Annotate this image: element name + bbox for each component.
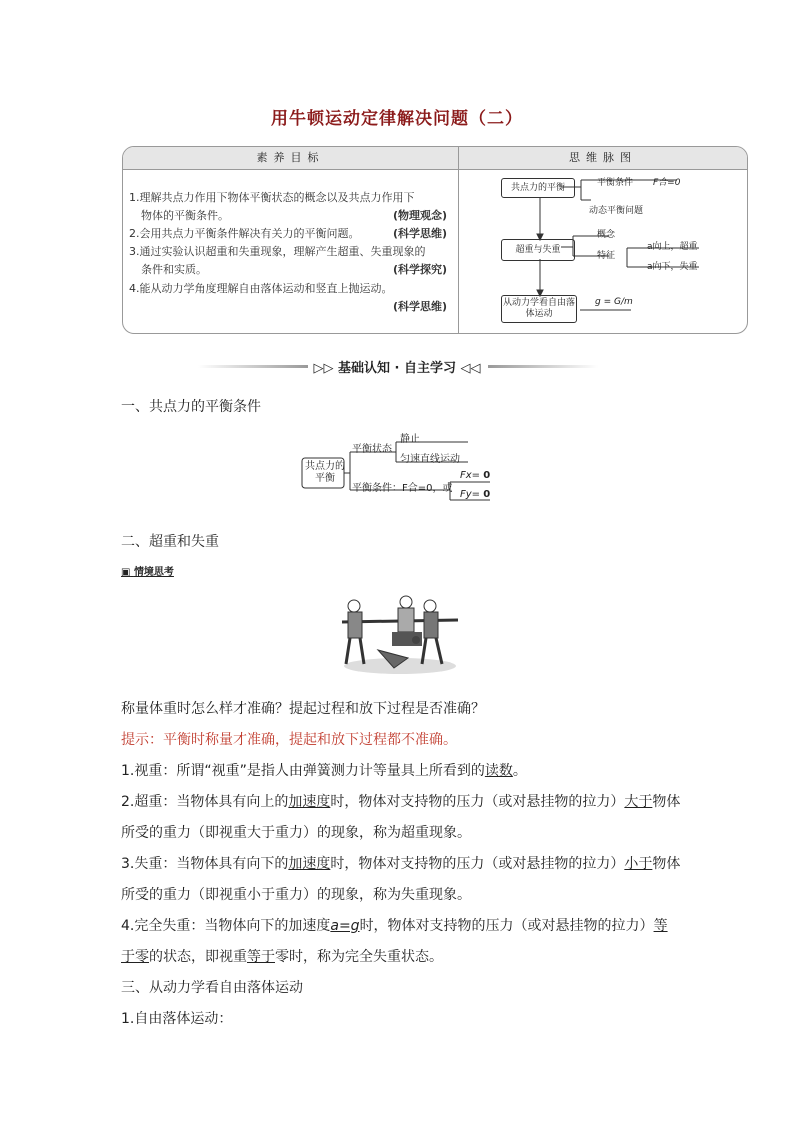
mindmap-concept: 概念	[597, 230, 616, 240]
section1-fy: Fy= 0	[460, 489, 491, 500]
question-text: 称量体重时怎么样才准确？提起过程和放下过程是否准确？	[121, 701, 485, 717]
objective-1-tag: (物理观念)	[393, 209, 448, 222]
page-title: 用牛顿运动定律解决问题（二）	[271, 109, 523, 129]
objective-3-line2: 条件和实质。	[141, 263, 207, 276]
objective-4-tag: (科学思维)	[393, 300, 448, 313]
para-4-line2: 于零的状态，即视重等于零时，称为完全失重状态。	[121, 949, 443, 965]
mindmap-header: 思维脉图	[459, 147, 747, 170]
para-2-line1: 2.超重：当物体具有向上的加速度时，物体对支持物的压力（或对悬挂物的拉力）大于物体	[121, 794, 681, 810]
mindmap-g-eq: g = G/m	[595, 297, 633, 307]
para-4-line1: 4.完全失重：当物体向下的加速度a=g时，物体对支持物的压力（或对悬挂物的拉力）等	[121, 918, 668, 934]
objective-1-line1: 1.理解共点力作用下物体平衡状态的概念以及共点力作用下	[129, 191, 415, 204]
mindmap-feature: 特征	[597, 251, 616, 261]
section1-uniform: 匀速直线运动	[400, 454, 460, 465]
objective-3-line1: 3.通过实验认识超重和失重现象，理解产生超重、失重现象的	[129, 245, 426, 258]
mindmap-condition: 平衡条件	[597, 178, 634, 188]
banner-left-icon: ▷▷	[313, 361, 334, 376]
section1-state: 平衡状态	[352, 444, 392, 455]
para-1: 1.视重：所谓“视重”是指人由弹簧测力计等量具上所看到的读数。	[121, 763, 527, 779]
mindmap-box-equilibrium: 共点力的平衡	[501, 178, 575, 198]
section3-heading: 三、从动力学看自由落体运动	[121, 980, 303, 996]
objective-4-line1: 4.能从动力学角度理解自由落体运动和竖直上抛运动。	[129, 282, 393, 295]
scene-label: ▣ 情境思考	[121, 567, 174, 578]
section1-root: 共点力的平衡	[305, 461, 345, 484]
scene-icon: ▣	[121, 567, 131, 578]
section1-fx: Fx= 0	[460, 470, 491, 481]
para-3-line2: 所受的重力（即视重小于重力）的现象，称为失重现象。	[121, 887, 471, 903]
mindmap-up: a向上，超重	[647, 242, 698, 252]
objective-1-line2: 物体的平衡条件。	[141, 209, 229, 222]
objectives-header: 素养目标	[123, 147, 458, 170]
objective-2-line1: 2.会用共点力平衡条件解决有关力的平衡问题。	[129, 227, 360, 240]
objective-3-tag: (科学探究)	[393, 263, 448, 276]
section1-cond: 平衡条件：F合=0，或	[352, 483, 453, 494]
section-banner: ▷▷ 基础认知 · 自主学习 ◁◁	[313, 361, 481, 376]
section2-heading: 二、超重和失重	[121, 534, 219, 550]
banner-right-icon: ◁◁	[460, 361, 481, 376]
mindmap-down: a向下，失重	[647, 262, 698, 272]
weighing-illustration	[338, 592, 462, 676]
hint-text: 提示：平衡时称量才准确，提起和放下过程都不准确。	[121, 732, 457, 748]
mindmap-dynamic: 动态平衡问题	[589, 206, 644, 216]
objectives-table	[122, 146, 748, 334]
mindmap-condition-eq: F合=0	[653, 178, 681, 188]
section1-heading: 一、共点力的平衡条件	[121, 399, 261, 415]
para-2-line2: 所受的重力（即视重大于重力）的现象，称为超重现象。	[121, 825, 471, 841]
section3-item1: 1.自由落体运动：	[121, 1011, 233, 1027]
mindmap-box-freefall: 从动力学看自由落体运动	[501, 295, 577, 323]
para-3-line1: 3.失重：当物体具有向下的加速度时，物体对支持物的压力（或对悬挂物的拉力）小于物体	[121, 856, 681, 872]
mindmap-box-overweight: 超重与失重	[501, 239, 575, 261]
section1-rest: 静止	[400, 434, 420, 445]
objective-2-tag: (科学思维)	[393, 227, 448, 240]
